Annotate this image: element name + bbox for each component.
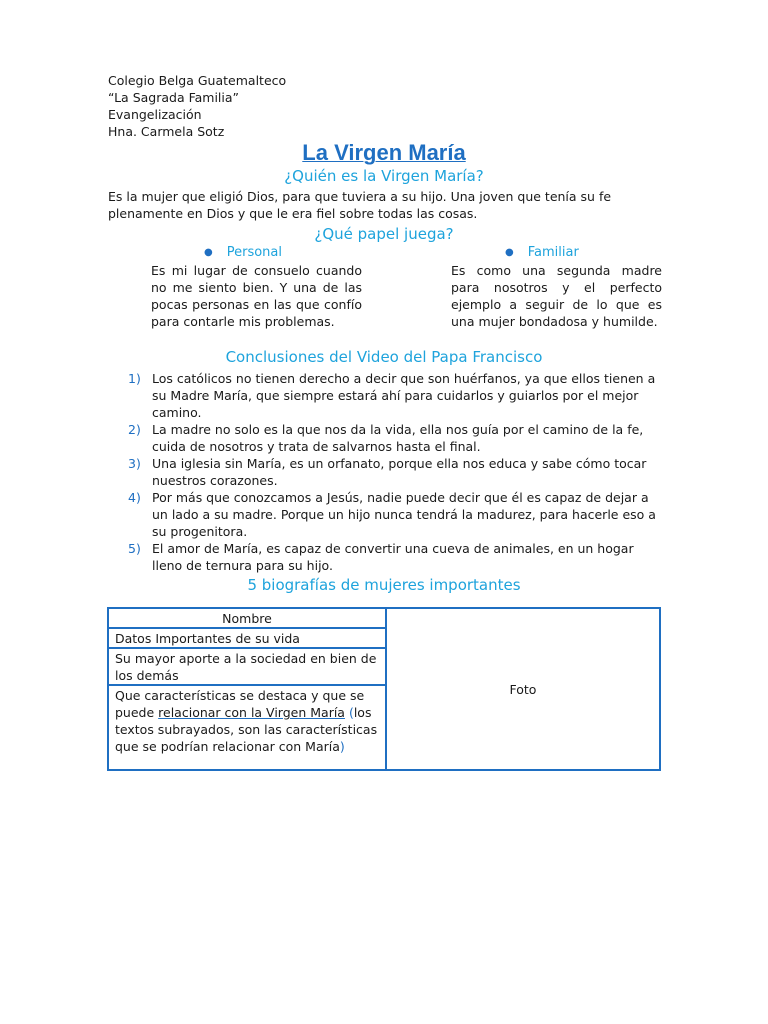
- list-number: 3): [128, 456, 141, 471]
- list-item: [128, 455, 664, 489]
- school-subtitle: “La Sagrada Familia”: [108, 90, 240, 105]
- subject-name: Evangelización: [108, 107, 202, 122]
- list-number: 5): [128, 541, 141, 556]
- caracteristicas-text: Que características se destaca y que se puede: [115, 688, 365, 720]
- cell-nombre: Nombre: [109, 609, 385, 629]
- bullet-personal: [204, 245, 282, 260]
- bullet-dot-icon: ●: [505, 247, 514, 258]
- biography-fields-column: [109, 609, 387, 769]
- list-item-text: Los católicos no tienen derecho a decir que son huérfanos, ya que ellos tienen a su Madre María, que siempre estará ahí para cuidarlos y guiarlos por el mejor camino.: [152, 371, 656, 420]
- caracteristicas-note: los textos subrayados, son las características que se podrían relacionar con María: [115, 705, 378, 754]
- teacher-name: Hna. Carmela Sotz: [108, 124, 225, 139]
- cell-datos: Datos Importantes de su vida: [109, 629, 385, 649]
- list-item: [128, 370, 664, 421]
- list-item-text: Por más que conozcamos a Jesús, nadie puede decir que él es capaz de dejar a un lado a su madre. Porque un hijo nunca tendrá la madurez, para hacerle eso a su progenitora.: [152, 490, 656, 539]
- list-item-text: Una iglesia sin María, es un orfanato, porque ella nos educa y sabe cómo tocar nuestros corazones.: [152, 456, 647, 488]
- open-paren: (: [344, 705, 354, 720]
- column-personal-text: Es mi lugar de consuelo cuando no me siento bien. Y una de las pocas personas en las que confío para contarle mis problemas.: [151, 263, 362, 329]
- bullet-dot-icon: ●: [204, 247, 213, 258]
- bullet-familiar: [505, 245, 579, 260]
- caracteristicas-underlined: relacionar con la Virgen María: [158, 705, 345, 720]
- heading-quien-es: ¿Quién es la Virgen María?: [284, 167, 484, 185]
- list-number: 4): [128, 490, 141, 505]
- heading-biografias: 5 biografías de mujeres importantes: [247, 576, 521, 594]
- cell-caracteristicas: [109, 686, 385, 769]
- list-item-text: La madre no solo es la que nos da la vida, ella nos guía por el camino de la fe, cuida de nosotros y trata de salvarnos hasta el final.: [152, 422, 644, 454]
- bullet-personal-label: Personal: [226, 245, 282, 260]
- conclusions-list: [128, 370, 664, 574]
- school-name: Colegio Belga Guatemalteco: [108, 73, 287, 88]
- document-header: [108, 72, 286, 140]
- bullet-familiar-label: Familiar: [527, 245, 579, 260]
- cell-aporte: Su mayor aporte a la sociedad en bien de los demás: [109, 649, 385, 686]
- foto-label: Foto: [509, 681, 537, 697]
- list-number: 1): [128, 371, 141, 386]
- document-title: La Virgen María: [302, 140, 466, 165]
- list-item: [128, 489, 664, 540]
- heading-conclusiones: Conclusiones del Video del Papa Francisco: [225, 348, 543, 366]
- biography-table: [107, 607, 661, 771]
- column-familiar-text: Es como una segunda madre para nosotros y el perfecto ejemplo a seguir de lo que es una mujer bondadosa y humilde.: [451, 263, 662, 329]
- list-item-text: El amor de María, es capaz de convertir una cueva de animales, en un hogar lleno de ternura para su hijo.: [152, 541, 634, 573]
- close-paren: ): [339, 739, 345, 754]
- heading-papel: ¿Qué papel juega?: [314, 225, 454, 243]
- list-item: [128, 540, 664, 574]
- list-number: 2): [128, 422, 141, 437]
- list-item: [128, 421, 664, 455]
- cell-foto: [387, 609, 659, 769]
- paragraph-quien-es: Es la mujer que eligió Dios, para que tuviera a su hijo. Una joven que tenía su fe plenamente en Dios y que le era fiel sobre todas las cosas.: [108, 189, 612, 221]
